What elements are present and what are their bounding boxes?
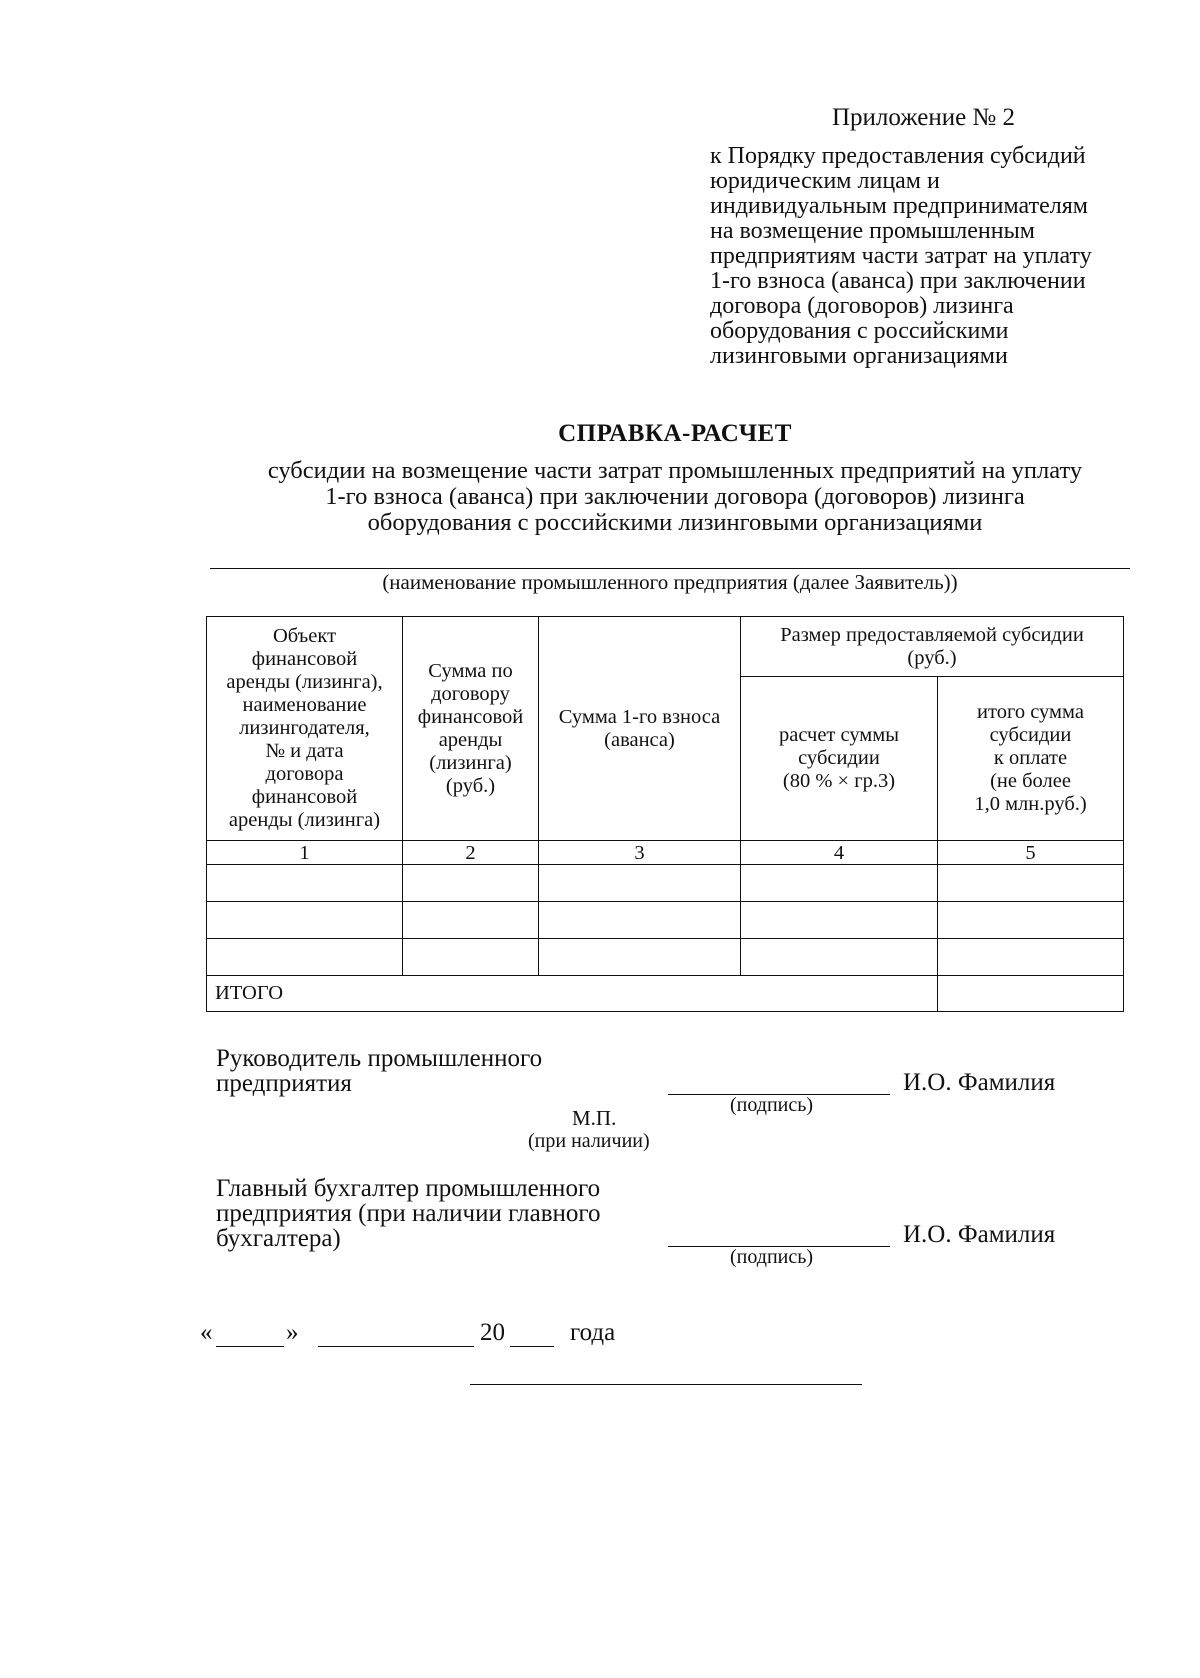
head-name: И.О. Фамилия [903,1069,1056,1096]
column-number: 1 [207,841,403,865]
date-open-quote: « [200,1319,213,1346]
appendix-line: 1-го взноса (аванса) при заключении [710,268,1086,294]
table-cell[interactable] [539,865,741,902]
table-cell[interactable] [207,939,403,976]
subtitle-line: 1-го взноса (аванса) при заключении договора (договоров) лизинга [325,483,1025,510]
calculation-table [206,616,1124,1012]
appendix-line: на возмещение промышленным [710,218,1035,244]
appendix-text [710,144,1170,369]
enterprise-name-line[interactable] [210,568,1130,569]
subtitle-line: субсидии на возмещение части затрат промышленных предприятий на уплату [267,457,1083,484]
accountant-label: Главный бухгалтер промышленного предприятия (при наличии главного бухгалтера) [216,1175,601,1252]
document-title: СПРАВКА-РАСЧЕТ [558,420,792,447]
appendix-line: оборудования с российскими [710,318,1009,344]
date-close-quote: » [286,1319,299,1346]
appendix-line: юридическим лицам и [710,168,940,194]
col4-header: расчет суммы субсидии (80 % × гр.3) [741,677,938,841]
col3-header: Сумма 1-го взноса (аванса) [539,617,741,841]
table-cell[interactable] [938,865,1124,902]
col1-header: Объект финансовой аренды (лизинга), наименование лизингодателя, № и дата договора финансовой аренды (лизинга) [207,617,403,841]
table-cell[interactable] [741,939,938,976]
table-cell[interactable] [938,939,1124,976]
subtitle-line: оборудования с российскими лизинговыми организациями [367,509,983,536]
subsidy-group-header: Размер предоставляемой субсидии (руб.) [741,617,1124,677]
head-label: Руководитель промышленного предприятия [216,1045,543,1097]
head-signature-caption: (подпись) [730,1094,814,1116]
date-day-line[interactable] [216,1346,284,1347]
column-number: 4 [741,841,938,865]
accountant-signature-caption: (подпись) [730,1246,814,1268]
enterprise-name-caption: (наименование промышленного предприятия (далее Заявитель)) [382,570,958,594]
total-label: ИТОГО [207,976,938,1012]
column-number: 3 [539,841,741,865]
table-row [207,865,1124,902]
stamp-note: (при наличии) [528,1130,650,1152]
total-row [207,976,1124,1012]
bottom-line[interactable] [470,1384,862,1385]
column-number: 5 [938,841,1124,865]
date-year-line[interactable] [510,1346,554,1347]
table-cell[interactable] [207,902,403,939]
date-month-line[interactable] [318,1346,474,1347]
appendix-line: лизинговыми организациями [710,343,1008,369]
table-cell[interactable] [403,865,539,902]
table-cell[interactable] [403,939,539,976]
total-value-cell[interactable] [938,976,1124,1012]
table-cell[interactable] [539,902,741,939]
table-row [207,902,1124,939]
table-cell[interactable] [741,902,938,939]
appendix-line: предприятиям части затрат на уплату [710,243,1092,269]
stamp-label: М.П. [572,1106,617,1130]
date-suffix: года [570,1319,616,1346]
appendix-title: Приложение № 2 [832,104,1016,131]
column-number-row [207,841,1124,865]
table-cell[interactable] [207,865,403,902]
col2-header: Сумма по договору финансовой аренды (лизинга) (руб.) [403,617,539,841]
column-number: 2 [403,841,539,865]
table-row [207,939,1124,976]
appendix-line: индивидуальным предпринимателям [710,193,1088,219]
table-cell[interactable] [539,939,741,976]
table-cell[interactable] [938,902,1124,939]
document-subtitle [205,458,1145,536]
date-year-prefix: 20 [480,1319,505,1346]
appendix-line: к Порядку предоставления субсидий [710,143,1086,169]
accountant-name: И.О. Фамилия [903,1221,1056,1248]
col5-header: итого сумма субсидии к оплате (не более 1,0 млн.руб.) [938,677,1124,841]
table-cell[interactable] [741,865,938,902]
appendix-line: договора (договоров) лизинга [710,293,1014,319]
table-cell[interactable] [403,902,539,939]
